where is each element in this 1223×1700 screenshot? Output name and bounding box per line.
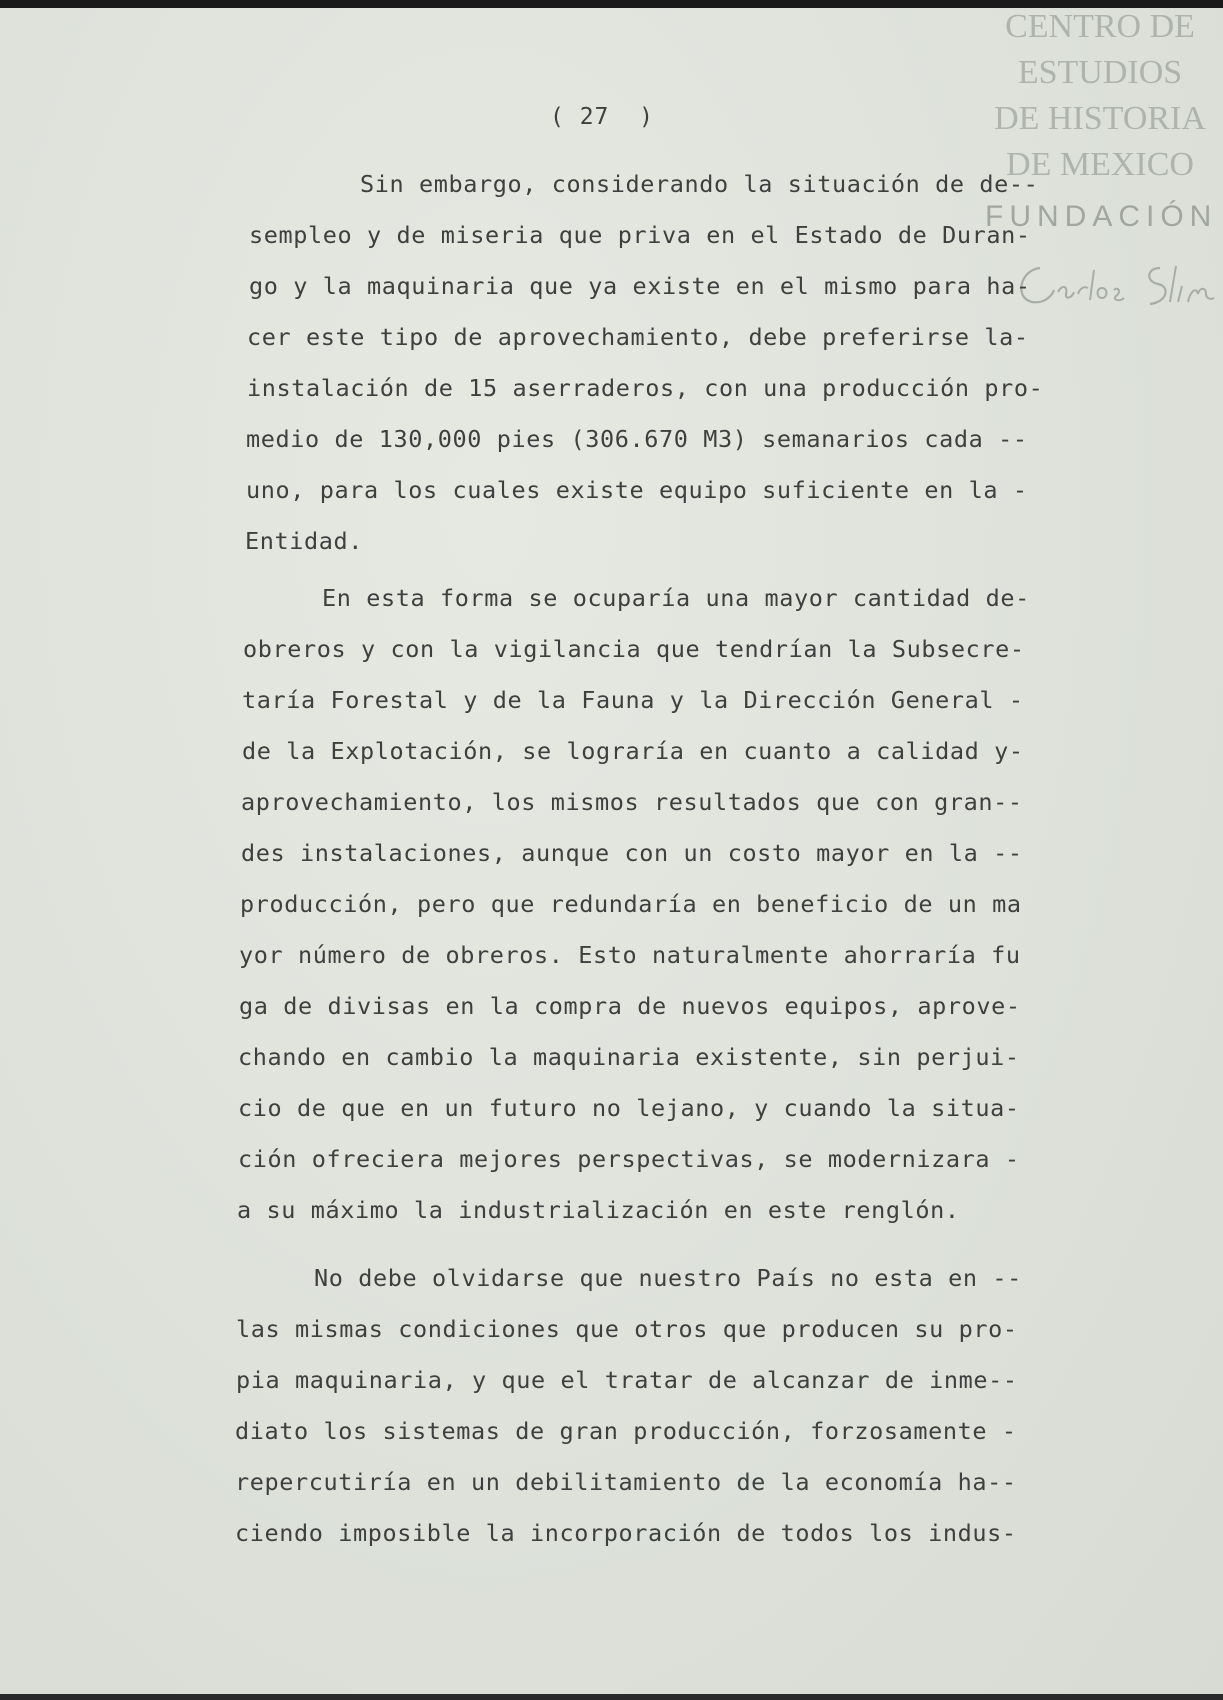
text-line: repercutiría en un debilitamiento de la economía ha-- bbox=[235, 1468, 1017, 1496]
scan-bottom-edge bbox=[0, 1694, 1223, 1700]
text-line: ga de divisas en la compra de nuevos equipos, aprove- bbox=[239, 992, 1021, 1020]
text-line: pia maquinaria, y que el tratar de alcanzar de inme-- bbox=[236, 1366, 1018, 1394]
text-line: ción ofreciera mejores perspectivas, se modernizara - bbox=[238, 1145, 1020, 1173]
text-line: go y la maquinaria que ya existe en el mismo para ha- bbox=[249, 272, 1031, 300]
text-line: uno, para los cuales existe equipo suficiente en la - bbox=[246, 476, 1028, 504]
text-line: sempleo y de miseria que priva en el Estado de Duran- bbox=[249, 221, 1031, 249]
text-line: Sin embargo, considerando la situación de de-- bbox=[360, 170, 1039, 198]
text-line: yor número de obreros. Esto naturalmente ahorraría fu bbox=[239, 941, 1021, 969]
text-line: instalación de 15 aserraderos, con una producción pro- bbox=[247, 374, 1044, 402]
text-line: En esta forma se ocuparía una mayor cantidad de- bbox=[322, 584, 1030, 612]
text-line: producción, pero que redundaría en beneficio de un ma bbox=[240, 890, 1022, 918]
text-line: a su máximo la industrialización en este renglón. bbox=[237, 1196, 960, 1224]
text-line: No debe olvidarse que nuestro País no esta en -- bbox=[314, 1264, 1022, 1292]
page-number: ( 27 ) bbox=[550, 104, 654, 130]
text-line: de la Explotación, se lograría en cuanto a calidad y- bbox=[242, 737, 1024, 765]
watermark-line: CENTRO DE bbox=[1005, 8, 1195, 45]
text-line: cio de que en un futuro no lejano, y cuando la situa- bbox=[238, 1094, 1020, 1122]
text-line: Entidad. bbox=[245, 527, 363, 555]
text-line: aprovechamiento, los mismos resultados que con gran-- bbox=[241, 788, 1023, 816]
text-line: taría Forestal y de la Fauna y la Dirección General - bbox=[242, 686, 1024, 714]
text-line: cer este tipo de aprovechamiento, debe preferirse la- bbox=[247, 323, 1029, 351]
signature-watermark bbox=[1010, 258, 1220, 318]
watermark-line: DE MEXICO bbox=[1006, 146, 1194, 183]
text-line: ciendo imposible la incorporación de todos los indus- bbox=[235, 1519, 1017, 1547]
text-line: medio de 130,000 pies (306.670 M3) semanarios cada -- bbox=[246, 425, 1028, 453]
text-line: diato los sistemas de gran producción, forzosamente - bbox=[235, 1417, 1017, 1445]
watermark-line: DE HISTORIA bbox=[994, 100, 1206, 137]
archive-watermark bbox=[980, 4, 1220, 188]
text-line: obreros y con la vigilancia que tendrían la Subsecre- bbox=[243, 635, 1025, 663]
watermark-foundation: FUNDACIÓN bbox=[985, 200, 1218, 233]
watermark-line: ESTUDIOS bbox=[1017, 54, 1183, 91]
text-line: des instalaciones, aunque con un costo mayor en la -- bbox=[241, 839, 1023, 867]
text-line: chando en cambio la maquinaria existente, sin perjui- bbox=[238, 1043, 1020, 1071]
text-line: las mismas condiciones que otros que producen su pro- bbox=[236, 1315, 1018, 1343]
